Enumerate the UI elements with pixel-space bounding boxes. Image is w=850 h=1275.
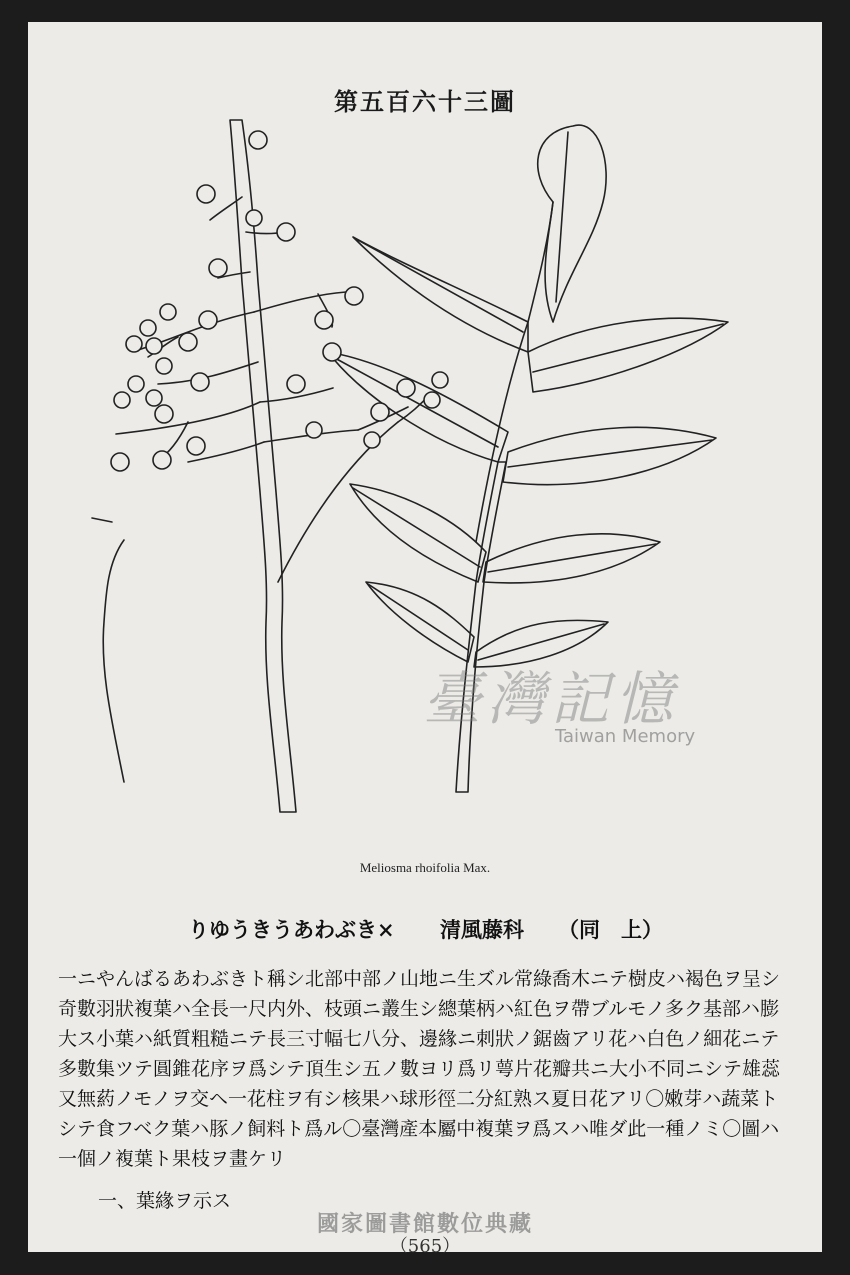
watermark-cjk: 臺灣記憶: [423, 665, 680, 733]
description-line: 一個ノ複葉ト果枝ヲ畫ケリ: [58, 1148, 287, 1170]
figure-note: 一、葉緣ヲ示ス: [98, 1190, 232, 1212]
description-line: 又無葯ノモノヲ交ヘ一花柱ヲ有シ核果ハ球形徑二分紅熟ス夏日花アリ〇嫩芽ハ蔬菜ト: [58, 1088, 779, 1110]
species-caption: Meliosma rhoifolia Max.: [359, 860, 491, 875]
watermark-latin: Taiwan Memory: [555, 726, 696, 747]
page-number: （565）: [389, 1236, 461, 1257]
description-line: 大ス小葉ハ紙質粗糙ニテ長三寸幅七八分、邊緣ニ刺狀ノ鋸齒アリ花ハ白色ノ細花ニテ: [58, 1028, 780, 1050]
description-line: 多數集ツテ圓錐花序ヲ爲シテ頂生シ五ノ數ヨリ爲リ萼片花瓣共ニ大小不同ニシテ雄蕊: [58, 1058, 781, 1080]
description-line: 奇數羽狀複葉ハ全長一尺内外、枝頭ニ叢生シ總葉柄ハ紅色ヲ帶ブルモノ多ク基部ハ膨: [58, 998, 780, 1020]
description-line: シテ食フベク葉ハ豚ノ飼料ト爲ル〇臺灣產本屬中複葉ヲ爲スハ唯ダ此一種ノミ〇圖ハ: [58, 1118, 780, 1140]
taiwan-memory-watermark: [423, 652, 743, 762]
scanned-page: [28, 22, 822, 1257]
description-text: [58, 964, 808, 1174]
plate-title: 第五百六十三圖: [334, 87, 516, 116]
library-watermark: 國家圖書館數位典藏: [316, 1212, 533, 1237]
japanese-name: りゆうきうあわぶき×: [188, 917, 395, 942]
same-as-above: （同 上）: [558, 917, 663, 942]
family-name: 清風藤科: [440, 917, 524, 942]
description-line: 一ニやんばるあわぶきト稱シ北部中部ノ山地ニ生ズル常綠喬木ニテ樹皮ハ褐色ヲ呈シ: [58, 968, 781, 990]
